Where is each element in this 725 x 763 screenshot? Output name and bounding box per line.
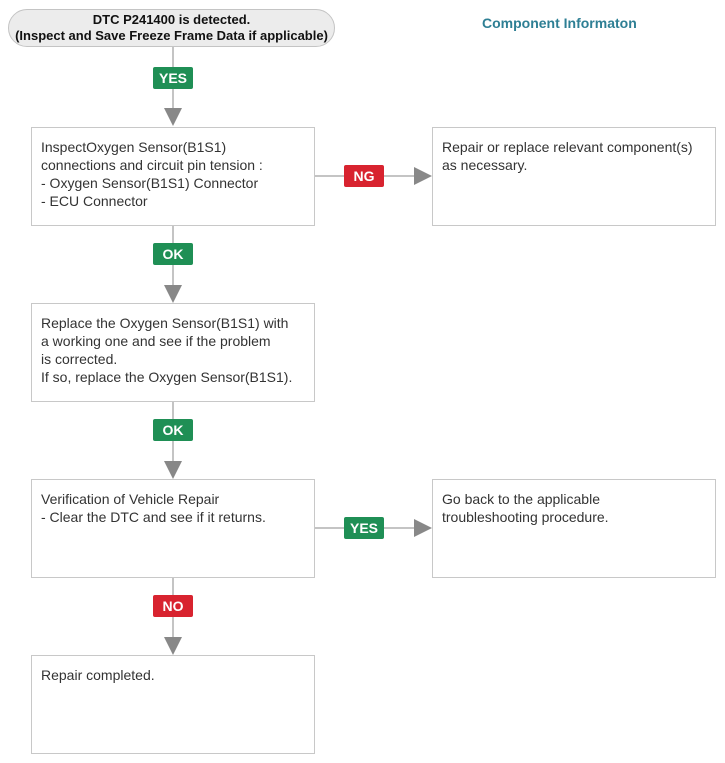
repair-completed-line: Repair completed. — [41, 667, 155, 683]
verification-box — [31, 479, 315, 578]
inspect-line: InspectOxygen Sensor(B1S1) — [41, 139, 227, 155]
arrowhead-right — [414, 167, 432, 185]
yes-badge: YES — [344, 517, 384, 539]
inspect-line: - ECU Connector — [41, 193, 148, 209]
repair-completed-box — [31, 655, 315, 754]
ok-badge: OK — [153, 419, 193, 441]
repair-replace-line: Repair or replace relevant component(s) — [442, 139, 693, 155]
replace-sensor-line: If so, replace the Oxygen Sensor(B1S1). — [41, 369, 293, 385]
go-back-line: Go back to the applicable — [442, 491, 600, 507]
arrowhead-down — [164, 108, 182, 126]
go-back-box — [432, 479, 716, 578]
inspect-line: connections and circuit pin tension : — [41, 157, 263, 173]
go-back-line: troubleshooting procedure. — [442, 509, 609, 525]
arrowhead-down — [164, 461, 182, 479]
replace-sensor-line: Replace the Oxygen Sensor(B1S1) with — [41, 315, 289, 331]
repair-replace-line: as necessary. — [442, 157, 528, 173]
inspect-line: - Oxygen Sensor(B1S1) Connector — [41, 175, 259, 191]
arrowhead-down — [164, 285, 182, 303]
component-information-link[interactable]: Component Informaton — [482, 15, 637, 31]
ok-badge: OK — [153, 243, 193, 265]
verification-line: - Clear the DTC and see if it returns. — [41, 509, 266, 525]
ng-badge: NG — [344, 165, 384, 187]
repair-replace-box — [432, 127, 716, 226]
start-node — [8, 9, 335, 47]
no-badge: NO — [153, 595, 193, 617]
start-line-1: DTC P241400 is detected. — [92, 12, 251, 27]
start-line-2: (Inspect and Save Freeze Frame Data if applicable) — [15, 28, 328, 43]
replace-sensor-line: a working one and see if the problem — [41, 333, 271, 349]
arrowhead-right — [414, 519, 432, 537]
yes-badge: YES — [153, 67, 193, 89]
replace-sensor-line: is corrected. — [41, 351, 118, 367]
inspect-connections-box — [31, 127, 315, 226]
arrowhead-down — [164, 637, 182, 655]
verification-line: Verification of Vehicle Repair — [41, 491, 220, 507]
replace-sensor-box — [31, 303, 315, 402]
